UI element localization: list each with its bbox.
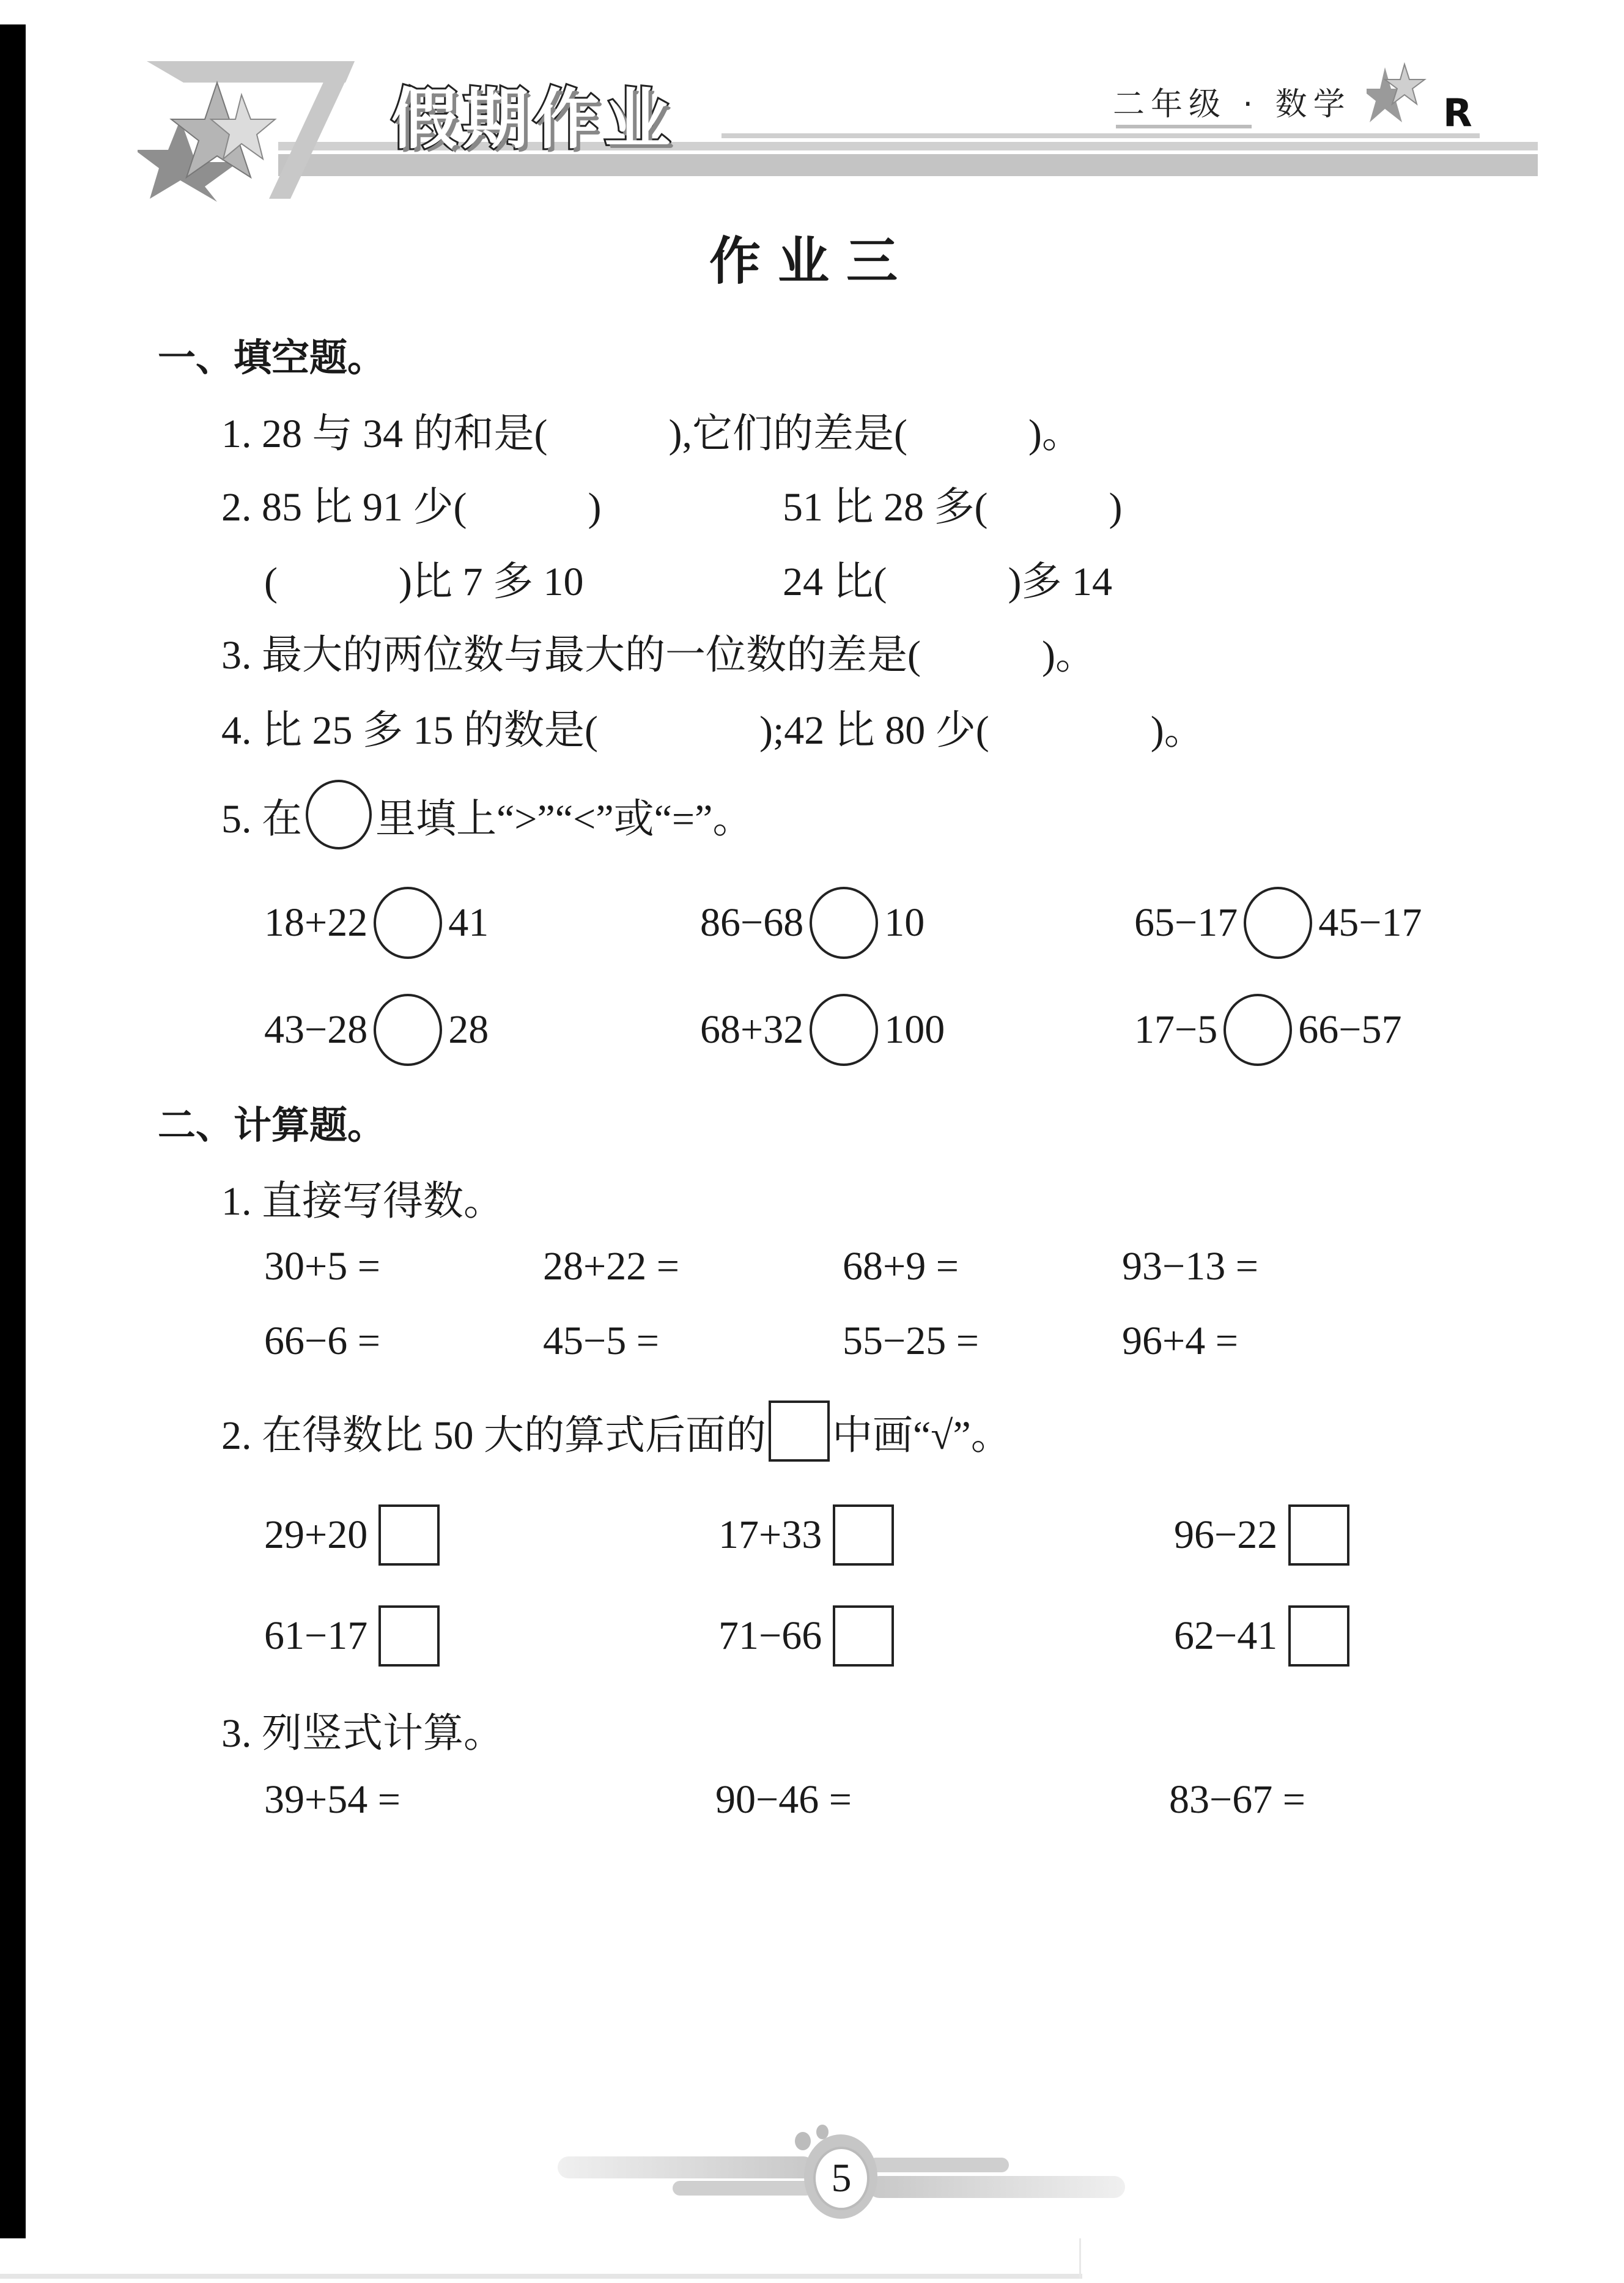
decor-dot-icon (795, 2132, 811, 2150)
check-box[interactable] (1288, 1504, 1349, 1566)
comparison-left: 43−28 (264, 1007, 368, 1052)
question-4: 4. 比 25 多 15 的数是( );42 比 80 少( )。 (221, 708, 1205, 753)
comparison-circle-input[interactable] (374, 994, 442, 1066)
vertical-calc-item: 39+54 = (264, 1777, 400, 1822)
direct-calc-item: 55−25 = (843, 1319, 979, 1363)
stars-logo-icon (138, 58, 358, 202)
check-box[interactable] (378, 1605, 440, 1667)
calc-question-1: 1. 直接写得数。 (221, 1179, 504, 1224)
calc-question-2-suffix: 中画“√”。 (832, 1413, 1011, 1458)
vertical-calc-item: 83−67 = (1169, 1777, 1305, 1822)
comparison-item (264, 994, 489, 1066)
square-icon (769, 1401, 830, 1462)
comparison-left: 17−5 (1134, 1007, 1218, 1052)
small-stars-icon (1367, 61, 1428, 128)
check-box[interactable] (378, 1504, 440, 1566)
comparison-left: 86−68 (700, 900, 804, 945)
comparison-item (1134, 887, 1422, 959)
comparison-right: 100 (884, 1007, 945, 1052)
footer-decor-bar (868, 2158, 1009, 2172)
header-title: 假期作业 (391, 81, 676, 158)
comparison-circle-input[interactable] (1244, 887, 1312, 959)
comparison-circle-input[interactable] (1224, 994, 1292, 1066)
question-1: 1. 28 与 34 的和是( ),它们的差是( )。 (221, 412, 1082, 456)
check-box[interactable] (1288, 1605, 1349, 1667)
question-5-suffix: 里填上“>”“<”或“=”。 (375, 796, 753, 842)
question-2d: 24 比( )多 14 (783, 560, 1112, 604)
comparison-right: 66−57 (1298, 1007, 1402, 1052)
check-item (264, 1504, 440, 1566)
comparison-circle-input[interactable] (810, 887, 878, 959)
section-heading-calculation: 二、计算题。 (158, 1103, 386, 1147)
circle-icon (306, 780, 372, 849)
question-2a: 2. 85 比 91 少( ) (221, 485, 602, 530)
check-expression: 96−22 (1174, 1512, 1278, 1557)
check-item (1174, 1504, 1349, 1566)
page-edge-bar (0, 24, 26, 2238)
calc-question-3: 3. 列竖式计算。 (221, 1711, 504, 1756)
vertical-calc-item: 90−46 = (715, 1777, 852, 1822)
comparison-left: 68+32 (700, 1007, 804, 1052)
comparison-left: 18+22 (264, 900, 368, 945)
question-2c: ( )比 7 多 10 (264, 560, 584, 604)
comparison-right: 41 (448, 900, 489, 945)
check-expression: 71−66 (718, 1613, 822, 1658)
check-expression: 29+20 (264, 1512, 368, 1557)
comparison-right: 28 (448, 1007, 489, 1052)
direct-calc-item: 28+22 = (543, 1244, 679, 1289)
page-number-badge (813, 2147, 869, 2210)
section-heading-fill-blank: 一、填空题。 (158, 335, 386, 380)
check-item (1174, 1605, 1349, 1667)
check-box[interactable] (833, 1605, 894, 1667)
direct-calc-item: 45−5 = (543, 1319, 659, 1363)
comparison-right: 10 (884, 900, 925, 945)
comparison-item (264, 887, 489, 959)
check-item (718, 1504, 894, 1566)
footer-decor-bar (558, 2156, 814, 2178)
question-2b: 51 比 28 多( ) (783, 485, 1123, 530)
comparison-right: 45−17 (1318, 900, 1422, 945)
comparison-item (1134, 994, 1401, 1066)
footer-decor-bar (673, 2181, 813, 2196)
direct-calc-item: 93−13 = (1122, 1244, 1258, 1289)
direct-calc-item: 68+9 = (843, 1244, 959, 1289)
question-5 (221, 780, 753, 849)
page-number: 5 (831, 2156, 852, 2200)
check-expression: 17+33 (718, 1512, 822, 1557)
page-title: 作业三 (709, 231, 915, 291)
page-bottom-edge-divider (1079, 2238, 1081, 2279)
grade-underline (1116, 125, 1252, 128)
check-item (264, 1605, 440, 1667)
page-bottom-edge (0, 2274, 1082, 2279)
calc-question-2 (221, 1401, 1011, 1462)
direct-calc-item: 30+5 = (264, 1244, 380, 1289)
direct-calc-item: 66−6 = (264, 1319, 380, 1363)
question-3: 3. 最大的两位数与最大的一位数的差是( )。 (221, 633, 1096, 678)
footer-decor-bar (868, 2176, 1125, 2198)
comparison-circle-input[interactable] (810, 994, 878, 1066)
direct-calc-item: 96+4 = (1122, 1319, 1238, 1363)
comparison-left: 65−17 (1134, 900, 1238, 945)
calc-question-2-prefix: 2. 在得数比 50 大的算式后面的 (221, 1413, 766, 1458)
comparison-item (700, 887, 925, 959)
check-expression: 61−17 (264, 1613, 368, 1658)
question-5-prefix: 5. 在 (221, 796, 302, 842)
comparison-circle-input[interactable] (374, 887, 442, 959)
check-item (718, 1605, 894, 1667)
grade-subject-label: 二年级 · 数学 (1113, 86, 1351, 123)
decor-dot-icon (816, 2125, 829, 2139)
header-rule-top (722, 133, 1480, 138)
comparison-item (700, 994, 945, 1066)
edition-mark: R (1443, 91, 1472, 135)
check-box[interactable] (833, 1504, 894, 1566)
check-expression: 62−41 (1174, 1613, 1278, 1658)
